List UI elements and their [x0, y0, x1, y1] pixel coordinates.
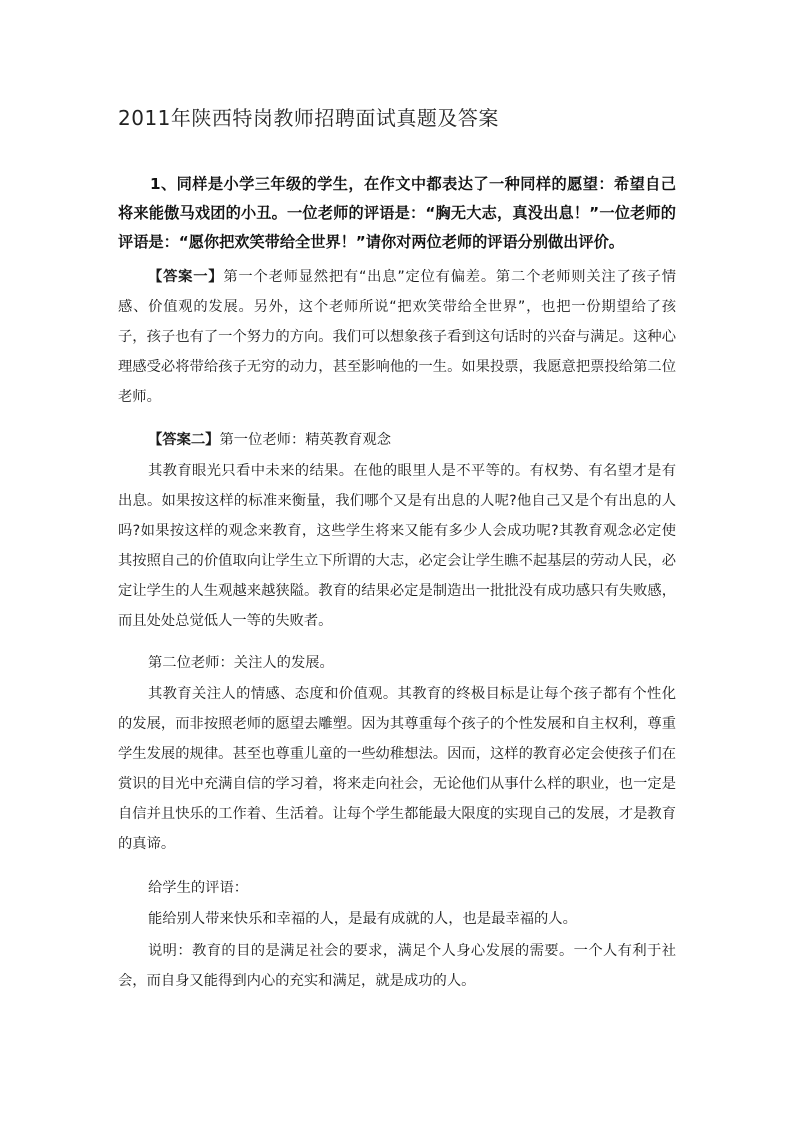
second-teacher-analysis: 其教育关注人的情感、态度和价值观。其教育的终极目标是让每个孩子都有个性化的发展，而非按照老师的愿望去雕塑。因为其尊重每个孩子的个性发展和自主权利，尊重学生发展的规律。甚至也尊重儿童的一些幼稚想法。因而，这样的教育必定会使孩子们在赏识的目光中充满自信的学习着，将来走向社会，无论他们从事什么样的职业，也一定是自信并且快乐的工作着、生活着。让每个学生都能最大限度的实现自己的发展，才是教育的真谛。 — [118, 686, 676, 852]
student-comment-text: 能给别人带来快乐和幸福的人，是最有成就的人，也是最幸福的人。 — [148, 911, 577, 927]
explanation-paragraph: 说明：教育的目的是满足社会的要求，满足个人身心发展的需要。一个人有利于社会，而自身又能得到内心的充实和满足，就是成功的人。 — [118, 943, 676, 989]
answer-two-heading-text: 第一位老师：精英教育观念 — [219, 432, 392, 448]
answer-two-heading — [118, 425, 676, 455]
answer-two-label: 【答案二】 — [148, 432, 220, 448]
second-teacher-heading: 第二位老师：关注人的发展。 — [148, 655, 334, 671]
interview-question: 1、同样是小学三年级的学生，在作文中都表达了一种同样的愿望：希望自己将来能傲马戏团的小丑。一位老师的评语是：“胸无大志，真没出息！”一位老师的评语是：“愿你把欢笑带给全世界！”请你对两位老师的评语分别做出评价。 — [118, 175, 676, 251]
student-comment-heading: 给学生的评语： — [148, 880, 249, 896]
document-title: 2011年陕西特岗教师招聘面试真题及答案 — [118, 106, 499, 130]
answer-one-label: 【答案一】 — [148, 269, 224, 285]
answer-one-paragraph — [118, 262, 676, 412]
answer-one-text: 第一个老师显然把有“出息”定位有偏差。第二个老师则关注了孩子情感、价值观的发展。另外，这个老师所说“把欢笑带给全世界”，也把一份期望给了孩子，孩子也有了一个努力的方向。我们可以想象孩子看到这句话时的兴奋与满足。这种心理感受必将带给孩子无穷的动力，甚至影响他的一生。如果投票，我愿意把票投给第二位老师。 — [118, 269, 677, 405]
first-teacher-analysis: 其教育眼光只看中未来的结果。在他的眼里人是不平等的。有权势、有名望才是有出息。如果按这样的标准来衡量，我们哪个又是有出息的人呢?他自己又是个有出息的人吗?如果按这样的观念来教育，这些学生将来又能有多少人会成功呢?其教育观念必定使其按照自己的价值取向让学生立下所谓的大志，必定会让学生瞧不起基层的劳动人民，必定让学生的人生观越来越狭隘。教育的结果必定是制造出一批批没有成功感只有失败感，而且处处总觉低人一等的失败者。 — [118, 463, 676, 629]
